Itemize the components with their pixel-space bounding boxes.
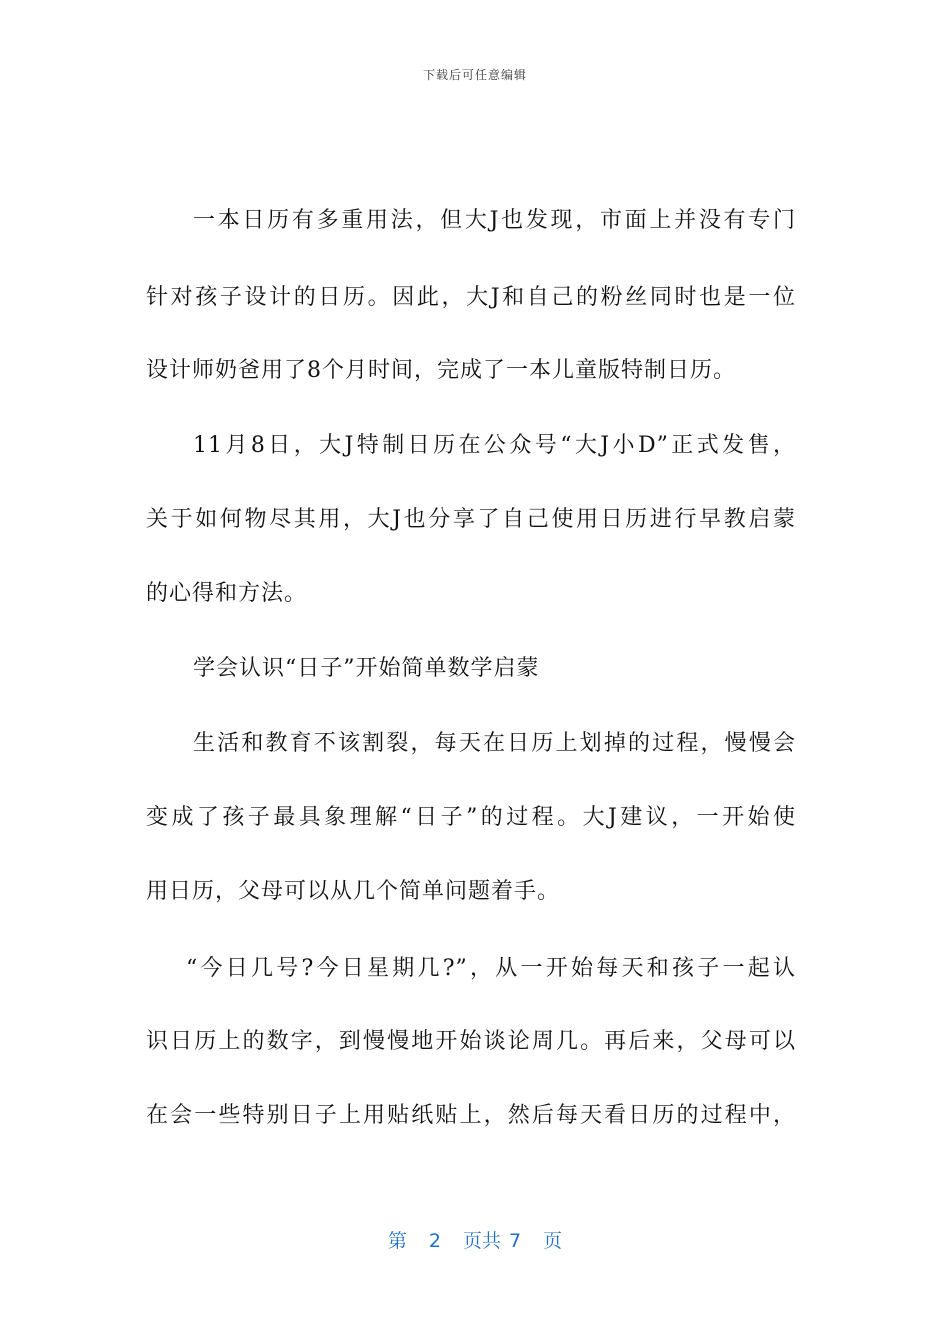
section-heading: 学会认识“日子”开始简单数学启蒙 <box>193 656 540 681</box>
paragraph-line: 识日历上的数字，到慢慢地开始谈论周几。再后来，父母可以 <box>146 1029 796 1054</box>
paragraph-line: 用日历，父母可以从几个简单问题着手。 <box>146 879 561 904</box>
paragraph-line: 设计师奶爸用了8个月时间，完成了一本儿童版特制日历。 <box>146 358 736 383</box>
paragraph-line: 11月8日，大J特制日历在公众号“大J小D”正式发售， <box>193 433 796 458</box>
paragraph-line: 针对孩子设计的日历。因此，大J和自己的粉丝同时也是一位 <box>146 285 796 310</box>
page-number-footer <box>0 1226 950 1253</box>
paragraph-line: 关于如何物尽其用，大J也分享了自己使用日历进行早教启蒙 <box>146 507 796 532</box>
paragraph-line: 在会一些特别日子上用贴纸贴上，然后每天看日历的过程中， <box>146 1103 796 1128</box>
footer-current-page: 2 <box>428 1230 441 1252</box>
paragraph-line: 生活和教育不该割裂，每天在日历上划掉的过程，慢慢会 <box>193 731 796 756</box>
paragraph-line: 的心得和方法。 <box>146 581 308 606</box>
footer-ye-gong: 页共 <box>462 1230 501 1252</box>
page-header-note: 下载后可任意编辑 <box>422 68 527 82</box>
footer-di: 第 <box>387 1230 407 1252</box>
paragraph-line: 一本日历有多重用法，但大J也发现，市面上并没有专门 <box>193 208 796 233</box>
footer-total-pages: 7 <box>509 1230 522 1252</box>
paragraph-line: 变成了孩子最具象理解“日子”的过程。大J建议，一开始使 <box>146 805 796 830</box>
footer-ye: 页 <box>543 1230 563 1252</box>
paragraph-line: “今日几号?今日星期几?”，从一开始每天和孩子一起认 <box>186 956 796 981</box>
